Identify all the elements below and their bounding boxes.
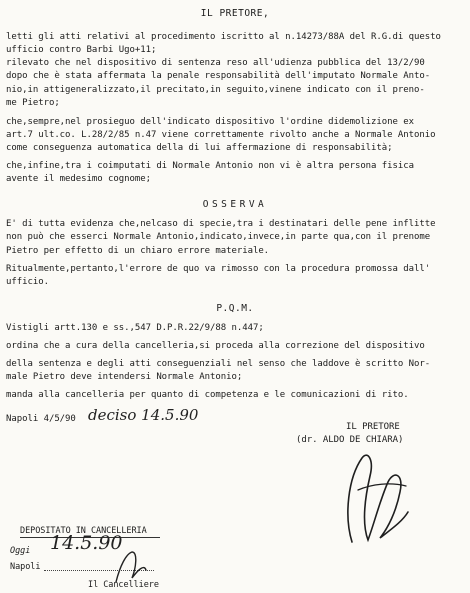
document-title: IL PRETORE, (200, 8, 270, 19)
intro-line: art.7 ult.co. L.28/2/85 n.47 viene correttamente rivolto anche a Normale Antonio (6, 130, 436, 140)
cancelliere-label: Il Cancelliere (88, 580, 159, 590)
intro-line: ufficio contro Barbi Ugo+11; (6, 45, 157, 55)
handwritten-deposit-date: 14.5.90 (50, 532, 123, 554)
intro-line: nio,in attigeneralizzato,il precitato,in seguito,vinene indicato con il preno- (6, 85, 425, 95)
osserva-line: ufficio. (6, 277, 49, 287)
deposit-title: DEPOSITATO IN CANCELLERIA (20, 526, 147, 536)
judge-signature (318, 420, 428, 550)
pqm-line: Vistigli artt.130 e ss.,547 D.P.R.22/9/88 n.447; (6, 323, 264, 333)
handwritten-decision-date: deciso 14.5.90 (88, 406, 199, 424)
osserva-heading: OSSERVA (202, 199, 268, 210)
signer-name: (dr. ALDO DE CHIARA) (296, 435, 404, 445)
intro-line: dopo che è stata affermata la penale responsabilità dell'imputato Normale Anto- (6, 71, 431, 81)
intro-line: che,sempre,nel prosieguo dell'indicato dispositivo l'ordine didemolizione ex (6, 117, 415, 127)
intro-line: rilevato che nel dispositivo di sentenza reso all'udienza pubblica del 13/2/90 (6, 58, 425, 68)
intro-line: me Pietro; (6, 98, 60, 108)
intro-line: come conseguenza automatica della di lui affermazione di responsabilità; (6, 143, 393, 153)
pqm-line: ordina che a cura della cancelleria,si proceda alla correzione del dispositivo (6, 341, 425, 351)
osserva-line: E' di tutta evidenza che,nelcaso di specie,tra i destinatari delle pene inflitte (6, 219, 436, 229)
signer-title: IL PRETORE (346, 422, 400, 432)
osserva-line: non può che esserci Normale Antonio,indicato,invece,in parte qua,con il prenome (6, 232, 431, 242)
pqm-line: manda alla cancelleria per quanto di competenza e le comunicazioni di rito. (6, 390, 409, 400)
napoli-label: Napoli (10, 562, 41, 572)
osserva-line: Pietro per effetto di un chiaro errore materiale. (6, 246, 270, 256)
intro-line: avente il medesimo cognome; (6, 174, 151, 184)
intro-line: che,infine,tra i coimputati di Normale Antonio non vi è altra persona fisica (6, 161, 415, 171)
pqm-line: male Pietro deve intendersi Normale Antonio; (6, 372, 243, 382)
clerk-signature (110, 546, 150, 586)
pqm-line: della sentenza e degli atti conseguenziali nel senso che laddove è scritto Nor- (6, 359, 431, 369)
place-date: Napoli 4/5/90 (6, 414, 76, 424)
intro-line: letti gli atti relativi al procedimento iscritto al n.14273/88A del R.G.di questo (6, 32, 441, 42)
osserva-line: Ritualmente,pertanto,l'errore de quo va rimosso con la procedura promossa dall' (6, 264, 431, 274)
pqm-heading: P.Q.M. (216, 303, 254, 314)
oggi-label: Oggi (10, 546, 31, 556)
